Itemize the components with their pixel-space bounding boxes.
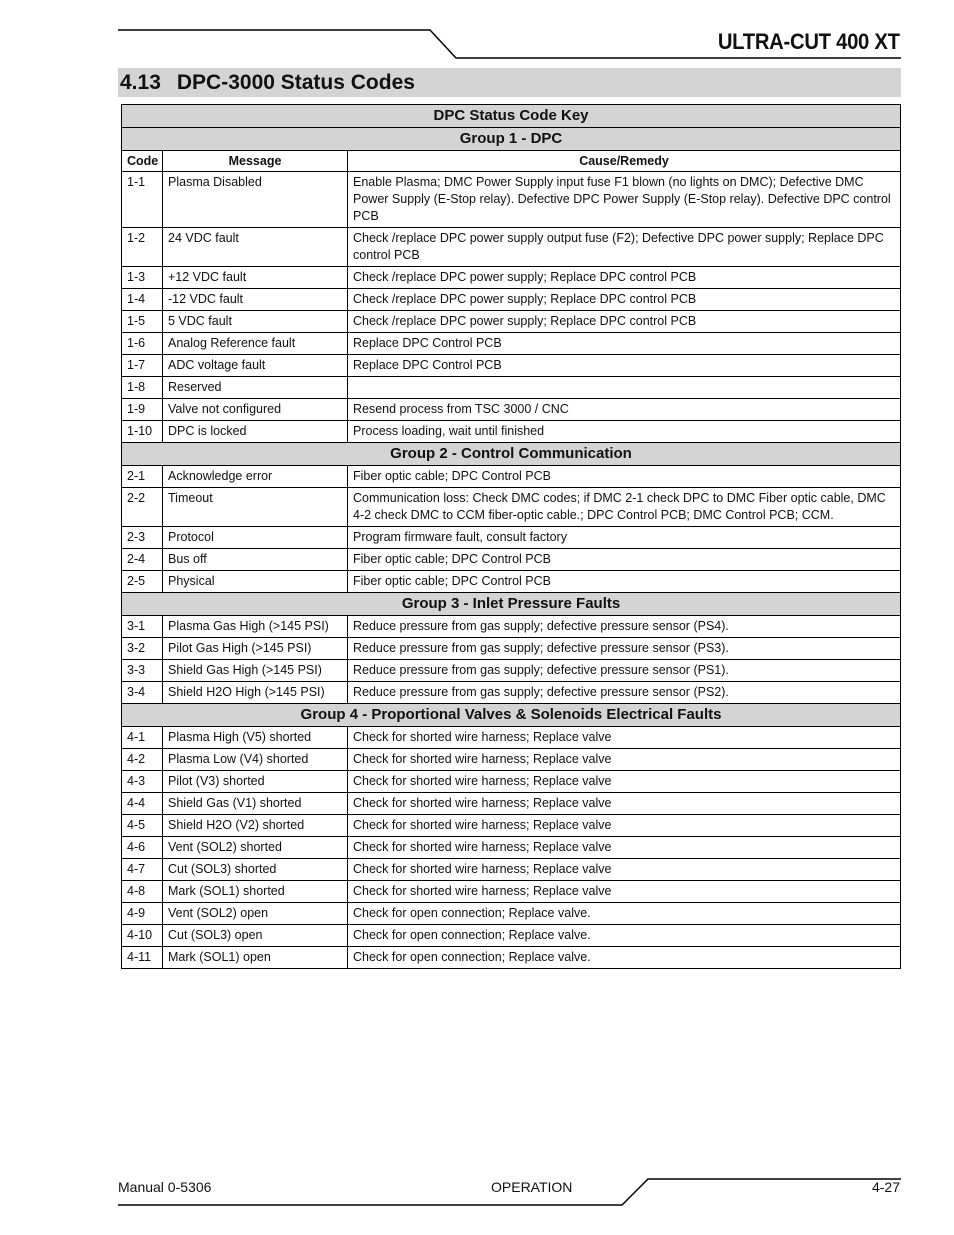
message-cell: Mark (SOL1) shorted bbox=[163, 881, 348, 903]
status-code-table bbox=[121, 104, 901, 969]
brand-title: ULTRA-CUT 400 XT bbox=[718, 29, 900, 54]
message-cell: Plasma High (V5) shorted bbox=[163, 727, 348, 749]
code-cell: 4-2 bbox=[122, 749, 163, 771]
message-cell: 24 VDC fault bbox=[163, 228, 348, 267]
message-cell: Vent (SOL2) shorted bbox=[163, 837, 348, 859]
code-cell: 4-9 bbox=[122, 903, 163, 925]
code-cell: 1-1 bbox=[122, 172, 163, 228]
message-cell: Valve not configured bbox=[163, 399, 348, 421]
message-cell: ADC voltage fault bbox=[163, 355, 348, 377]
cause-cell: Program firmware fault, consult factory bbox=[348, 527, 901, 549]
message-cell: Plasma Gas High (>145 PSI) bbox=[163, 616, 348, 638]
group-title: Group 2 - Control Communication bbox=[122, 443, 901, 466]
code-cell: 4-5 bbox=[122, 815, 163, 837]
table-key-title: DPC Status Code Key bbox=[122, 105, 901, 128]
table-row bbox=[122, 727, 901, 749]
cause-cell: Check /replace DPC power supply; Replace DPC control PCB bbox=[348, 311, 901, 333]
message-cell: Analog Reference fault bbox=[163, 333, 348, 355]
section-title: DPC-3000 Status Codes bbox=[176, 71, 415, 94]
code-cell: 3-4 bbox=[122, 682, 163, 704]
table-row bbox=[122, 793, 901, 815]
table-row bbox=[122, 466, 901, 488]
group-header-row bbox=[122, 593, 901, 616]
message-cell: Physical bbox=[163, 571, 348, 593]
table-row bbox=[122, 947, 901, 969]
cause-cell: Check /replace DPC power supply; Replace DPC control PCB bbox=[348, 289, 901, 311]
message-cell: Mark (SOL1) open bbox=[163, 947, 348, 969]
message-cell: DPC is locked bbox=[163, 421, 348, 443]
code-cell: 1-5 bbox=[122, 311, 163, 333]
code-cell: 4-4 bbox=[122, 793, 163, 815]
code-cell: 4-6 bbox=[122, 837, 163, 859]
cause-cell: Check for shorted wire harness; Replace valve bbox=[348, 859, 901, 881]
code-cell: 3-3 bbox=[122, 660, 163, 682]
footer-page-number: 4-27 bbox=[871, 1179, 900, 1195]
cause-cell: Check for shorted wire harness; Replace valve bbox=[348, 771, 901, 793]
code-cell: 3-2 bbox=[122, 638, 163, 660]
code-cell: 4-1 bbox=[122, 727, 163, 749]
code-cell: 2-4 bbox=[122, 549, 163, 571]
cause-cell: Resend process from TSC 3000 / CNC bbox=[348, 399, 901, 421]
table-row bbox=[122, 172, 901, 228]
message-cell: Cut (SOL3) open bbox=[163, 925, 348, 947]
code-cell: 1-7 bbox=[122, 355, 163, 377]
code-cell: 3-1 bbox=[122, 616, 163, 638]
message-cell: Pilot Gas High (>145 PSI) bbox=[163, 638, 348, 660]
code-cell: 4-3 bbox=[122, 771, 163, 793]
cause-cell bbox=[348, 377, 901, 399]
group-header-row bbox=[122, 128, 901, 151]
message-cell: Reserved bbox=[163, 377, 348, 399]
table-row bbox=[122, 771, 901, 793]
cause-cell: Reduce pressure from gas supply; defective pressure sensor (PS2). bbox=[348, 682, 901, 704]
cause-cell: Check for shorted wire harness; Replace valve bbox=[348, 881, 901, 903]
table-row bbox=[122, 749, 901, 771]
message-cell: Timeout bbox=[163, 488, 348, 527]
cause-cell: Enable Plasma; DMC Power Supply input fuse F1 blown (no lights on DMC); Defective DMC Power Supply (E-Stop relay). Defective DPC Power Supply (E-Stop relay). Defective DPC control PCB bbox=[348, 172, 901, 228]
group-title: Group 1 - DPC bbox=[122, 128, 901, 151]
table-key-row bbox=[122, 105, 901, 128]
cause-cell: Check for open connection; Replace valve. bbox=[348, 947, 901, 969]
table-row bbox=[122, 815, 901, 837]
column-header-code: Code bbox=[122, 151, 163, 172]
code-cell: 1-6 bbox=[122, 333, 163, 355]
table-row bbox=[122, 903, 901, 925]
cause-cell: Check for shorted wire harness; Replace valve bbox=[348, 727, 901, 749]
code-cell: 1-9 bbox=[122, 399, 163, 421]
cause-cell: Fiber optic cable; DPC Control PCB bbox=[348, 571, 901, 593]
table-row bbox=[122, 228, 901, 267]
message-cell: Shield Gas High (>145 PSI) bbox=[163, 660, 348, 682]
table-row bbox=[122, 289, 901, 311]
table-row bbox=[122, 527, 901, 549]
group-header-row bbox=[122, 443, 901, 466]
cause-cell: Check for shorted wire harness; Replace valve bbox=[348, 749, 901, 771]
code-cell: 2-2 bbox=[122, 488, 163, 527]
message-cell: Pilot (V3) shorted bbox=[163, 771, 348, 793]
cause-cell: Fiber optic cable; DPC Control PCB bbox=[348, 466, 901, 488]
code-cell: 2-1 bbox=[122, 466, 163, 488]
table-row bbox=[122, 377, 901, 399]
footer-section: OPERATION bbox=[491, 1179, 573, 1195]
code-cell: 4-8 bbox=[122, 881, 163, 903]
cause-cell: Reduce pressure from gas supply; defective pressure sensor (PS4). bbox=[348, 616, 901, 638]
cause-cell: Check for open connection; Replace valve. bbox=[348, 903, 901, 925]
table-row bbox=[122, 311, 901, 333]
table-row bbox=[122, 571, 901, 593]
message-cell: Cut (SOL3) shorted bbox=[163, 859, 348, 881]
column-header-row bbox=[122, 151, 901, 172]
column-header-message: Message bbox=[163, 151, 348, 172]
section-title-bar bbox=[118, 68, 901, 97]
code-cell: 2-3 bbox=[122, 527, 163, 549]
footer-manual: Manual 0-5306 bbox=[118, 1179, 212, 1195]
message-cell: Bus off bbox=[163, 549, 348, 571]
code-cell: 4-10 bbox=[122, 925, 163, 947]
table-row bbox=[122, 549, 901, 571]
table-row bbox=[122, 638, 901, 660]
table-row bbox=[122, 333, 901, 355]
cause-cell: Check for shorted wire harness; Replace valve bbox=[348, 815, 901, 837]
table-row bbox=[122, 881, 901, 903]
cause-cell: Check /replace DPC power supply; Replace DPC control PCB bbox=[348, 267, 901, 289]
table-row bbox=[122, 488, 901, 527]
group-title: Group 4 - Proportional Valves & Solenoids Electrical Faults bbox=[122, 704, 901, 727]
column-header-cause: Cause/Remedy bbox=[348, 151, 901, 172]
cause-cell: Reduce pressure from gas supply; defective pressure sensor (PS1). bbox=[348, 660, 901, 682]
group-title: Group 3 - Inlet Pressure Faults bbox=[122, 593, 901, 616]
message-cell: Shield Gas (V1) shorted bbox=[163, 793, 348, 815]
message-cell: Protocol bbox=[163, 527, 348, 549]
table-row bbox=[122, 399, 901, 421]
table-row bbox=[122, 925, 901, 947]
cause-cell: Replace DPC Control PCB bbox=[348, 333, 901, 355]
cause-cell: Replace DPC Control PCB bbox=[348, 355, 901, 377]
cause-cell: Check for shorted wire harness; Replace valve bbox=[348, 793, 901, 815]
code-cell: 1-8 bbox=[122, 377, 163, 399]
message-cell: Shield H2O High (>145 PSI) bbox=[163, 682, 348, 704]
message-cell: -12 VDC fault bbox=[163, 289, 348, 311]
code-cell: 1-10 bbox=[122, 421, 163, 443]
code-cell: 1-4 bbox=[122, 289, 163, 311]
message-cell: Shield H2O (V2) shorted bbox=[163, 815, 348, 837]
table-row bbox=[122, 682, 901, 704]
message-cell: Vent (SOL2) open bbox=[163, 903, 348, 925]
message-cell: Plasma Disabled bbox=[163, 172, 348, 228]
cause-cell: Fiber optic cable; DPC Control PCB bbox=[348, 549, 901, 571]
cause-cell: Check for shorted wire harness; Replace valve bbox=[348, 837, 901, 859]
code-cell: 1-3 bbox=[122, 267, 163, 289]
table-row bbox=[122, 355, 901, 377]
code-cell: 4-7 bbox=[122, 859, 163, 881]
table-row bbox=[122, 267, 901, 289]
message-cell: Plasma Low (V4) shorted bbox=[163, 749, 348, 771]
table-row bbox=[122, 859, 901, 881]
message-cell: +12 VDC fault bbox=[163, 267, 348, 289]
cause-cell: Communication loss: Check DMC codes; if DMC 2-1 check DPC to DMC Fiber optic cable, DMC 4-2 check DMC to CCM fiber-optic cable.; DPC Control PCB; DMC Control PCB; CCM. bbox=[348, 488, 901, 527]
table-row bbox=[122, 421, 901, 443]
cause-cell: Process loading, wait until finished bbox=[348, 421, 901, 443]
message-cell: Acknowledge error bbox=[163, 466, 348, 488]
group-header-row bbox=[122, 704, 901, 727]
table-row bbox=[122, 837, 901, 859]
table-row bbox=[122, 660, 901, 682]
code-cell: 2-5 bbox=[122, 571, 163, 593]
message-cell: 5 VDC fault bbox=[163, 311, 348, 333]
code-cell: 1-2 bbox=[122, 228, 163, 267]
section-number: 4.13 bbox=[120, 71, 161, 94]
cause-cell: Check for open connection; Replace valve. bbox=[348, 925, 901, 947]
code-cell: 4-11 bbox=[122, 947, 163, 969]
table-row bbox=[122, 616, 901, 638]
cause-cell: Reduce pressure from gas supply; defective pressure sensor (PS3). bbox=[348, 638, 901, 660]
cause-cell: Check /replace DPC power supply output fuse (F2); Defective DPC power supply; Replace DPC control PCB bbox=[348, 228, 901, 267]
